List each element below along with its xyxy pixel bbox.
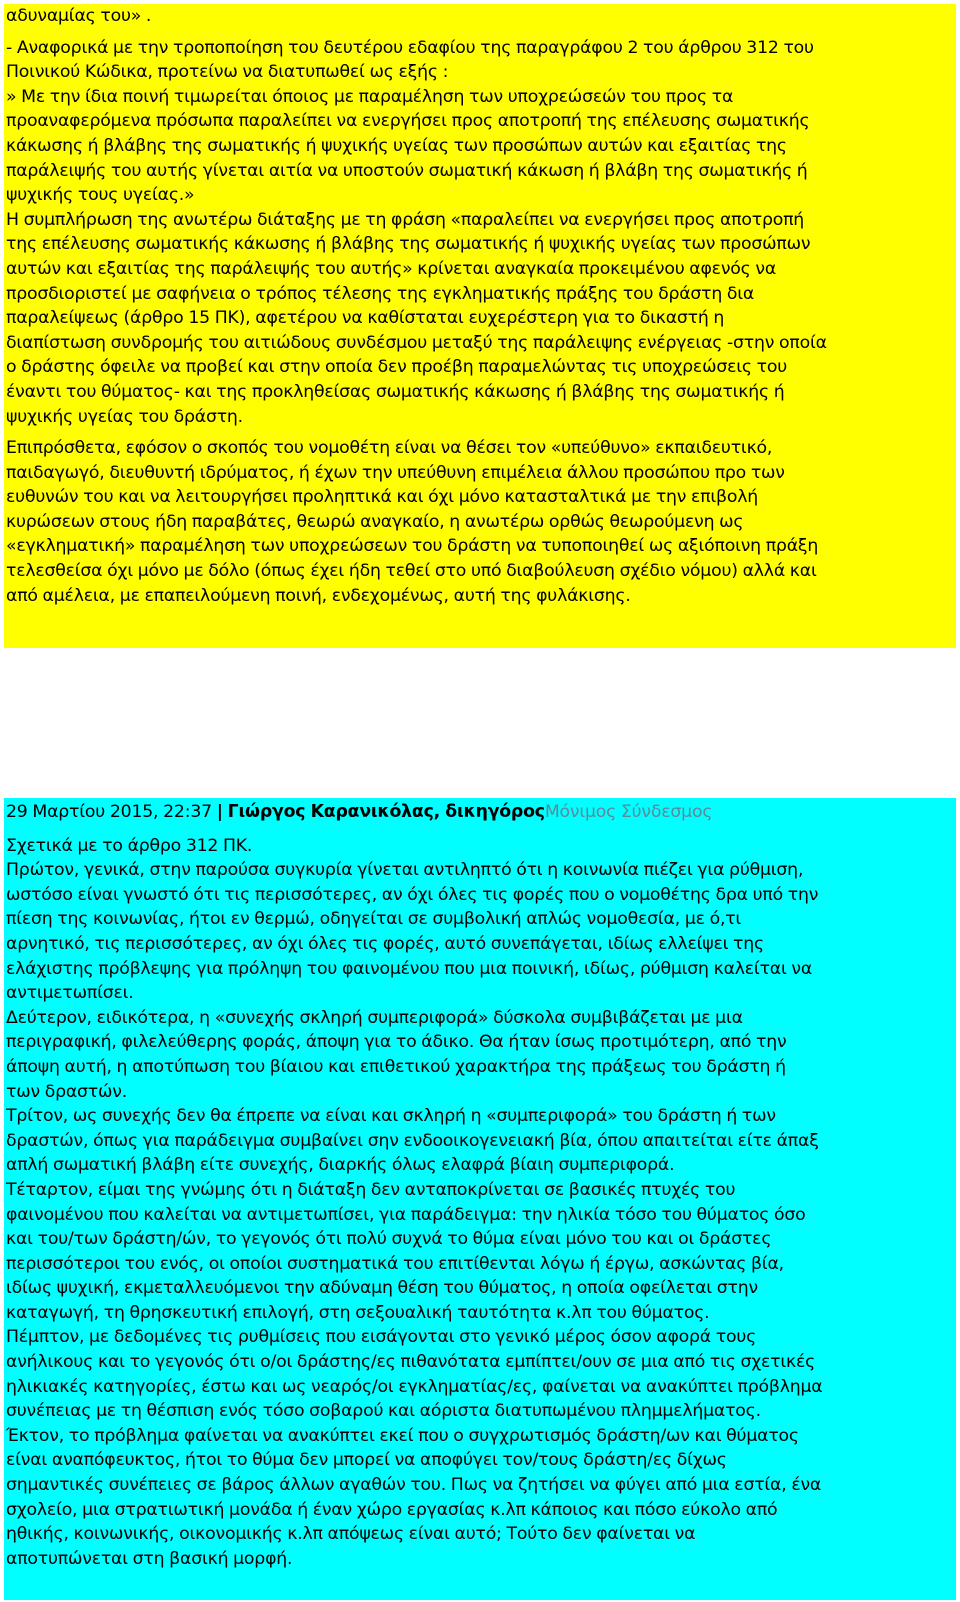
text-line: Πέμπτον, με δεδομένες τις ρυθμίσεις που εισάγονται στο γενικό μέρος όσον αφορά τους (6, 1327, 757, 1348)
text-line: Η συμπλήρωση της ανωτέρω διάταξης με τη φράση «παραλείπει να ενεργήσει προς αποτροπή (6, 209, 805, 230)
text-line: ψυχικής υγείας του δράστη. (6, 406, 243, 427)
text-line: παράλειψής του αυτής γίνεται αιτία να υποστούν σωματική κάκωση ή βλάβη της σωματικής ή (6, 160, 808, 181)
text-line: Τρίτον, ως συνεχής δεν θα έπρεπε να είναι και σκληρή η «συμπεριφορά» του δράστη ή των (6, 1106, 776, 1127)
text-line: έναντι του θύματος- και της προκληθείσας σωματικής κάκωσης ή βλάβης της σωματικής ή (6, 381, 785, 402)
text-line: καταγωγή, τη θρησκευτική επιλογή, στη σεξουαλική ταυτότητα κ.λπ του θύματος. (6, 1302, 710, 1323)
text-line: αυτών και εξαιτίας της παράλειψής του αυτής» κρίνεται αναγκαία προκειμένου αφενός να (6, 258, 777, 279)
text-line: σημαντικές συνέπειες σε βάρος άλλων αγαθών του. Πως να ζητήσει να φύγει από μια εστία, ένα (6, 1475, 822, 1496)
text-line: άποψη αυτή, η αποτύπωση του βίαιου και επιθετικού χαρακτήρα της πράξεως του δράστη ή (6, 1056, 786, 1077)
text-line: Δεύτερον, ειδικότερα, η «συνεχής σκληρή συμπεριφορά» δύσκολα συμβιβάζεται με μια (6, 1007, 743, 1028)
text-line: από αμέλεια, με επαπειλούμενη ποινή, ενδεχομένως, αυτή της φυλάκισης. (6, 585, 631, 606)
text-line: περισσότεροι του ενός, οι οποίοι συστηματικά του επιτίθενται λόγω ή έργω, ασκώντας βία, (6, 1253, 784, 1274)
text-line: Τέταρτον, είμαι της γνώμης ότι η διάταξη δεν ανταποκρίνεται σε βασικές πτυχές του (6, 1179, 736, 1200)
text-line: Σχετικά με το άρθρο 312 ΠΚ. (6, 835, 253, 856)
text-line: - Αναφορικά με την τροποποίηση του δευτέρου εδαφίου της παραγράφου 2 του άρθρου 312 του (6, 37, 814, 58)
text-line: σχολείο, μια στρατιωτική μονάδα ή έναν χώρο εργασίας κ.λπ κάποιος και πόσο εύκολο από (6, 1499, 778, 1520)
text-line: ευθυνών του και να λειτουργήσει προληπτικά και όχι μόνο κατασταλτικά με την επιβολή (6, 487, 759, 508)
text-line: ψυχικής τους υγείας.» (6, 185, 195, 206)
text-line: αποτυπώνεται στη βασική μορφή. (6, 1548, 293, 1569)
text-line: Πρώτον, γενικά, στην παρούσα συγκυρία γίνεται αντιληπτό ότι η κοινωνία πιέζει για ρύθμιση, (6, 860, 804, 881)
text-line: παραλείψεως (άρθρο 15 ΠΚ), αφετέρου να καθίσταται ευχερέστερη για το δικαστή η (6, 308, 725, 329)
text-line: αδυναμίας του» . (6, 6, 152, 26)
text-line: ανήλικους και το γεγονός ότι ο/οι δράστης/ες πιθανότατα εμπίπτει/ουν σε μια από τις σχετικές (6, 1352, 816, 1373)
text-line: ηλικιακές κατηγορίες, έστω και ως νεαρός/οι εγκληματίας/ες, φαίνεται να ανακύπτει πρόβλημα (6, 1376, 823, 1397)
text-line: προαναφερόμενα πρόσωπα παραλείπει να ενεργήσει προς αποτροπή της επέλευσης σωματικής (6, 111, 810, 132)
text-line: κυρώσεων στους ήδη παραβάτες, θεωρώ αναγκαίο, η ανωτέρω ορθώς θεωρούμενη ως (6, 511, 744, 532)
text-line: διαπίστωση συνδρομής του αιτιώδους συνδέσμου μεταξύ της παράλειψης ενέργειας -στην οποία (6, 332, 827, 353)
text-line: πίεση της κοινωνίας, ήτοι εν θερμώ, οδηγείται σε συμβολική απλώς νομοθεσία, με ό,τι (6, 909, 742, 930)
text-line: προσδιοριστεί με σαφήνεια ο τρόπος τέλεσης της εγκληματικής πράξης του δράστη δια (6, 283, 755, 304)
comment-paragraph (6, 436, 954, 608)
comment-meta (6, 800, 954, 825)
text-line: ωστόσο είναι γνωστό ότι τις περισσότερες, αν όχι όλες τις φορές που ο νομοθέτης δρα υπό την (6, 884, 819, 905)
text-line: είναι αναπόφευκτος, ήτοι το θύμα δεν μπορεί να αποφύγει τον/τους δράστη/ες δίχως (6, 1450, 727, 1471)
comment-paragraph (6, 36, 954, 430)
comment-block-highlighted (4, 4, 956, 648)
comment-paragraph (6, 4, 954, 29)
text-line: κάκωσης ή βλάβης της σωματικής ή ψυχικής υγείας των προσώπων αυτών και εξαιτίας της (6, 135, 787, 156)
text-line: » Με την ίδια ποινή τιμωρείται όποιος με παραμέληση των υποχρεώσεών του προς τα (6, 86, 734, 107)
text-line: παιδαγωγό, διευθυντή ιδρύματος, ή έχων την υπεύθυνη επιμέλεια άλλου προσώπου προ των (6, 462, 785, 483)
text-line: φαινομένου που καλείται να αντιμετωπίσει, για παράδειγμα: την ηλικία τόσο του θύματος όσο (6, 1204, 806, 1225)
text-line: ελάχιστης πρόβλεψης για πρόληψη του φαινομένου που μια ποινική, ιδίως, ρύθμιση καλείται να (6, 958, 813, 979)
comment-body (6, 834, 954, 1572)
comment-author: Γιώργος Καρανικόλας, δικηγόρος (227, 802, 545, 822)
text-line: ιδίως ψυχική, εκμεταλλευόμενοι την αδύναμη θέση του θύματος, η οποία οφείλεται στην (6, 1278, 758, 1299)
meta-separator: | (216, 802, 223, 822)
text-line: ο δράστης όφειλε να προβεί και στην οποία δεν προέβη παραμελώντας τις υποχρεώσεις του (6, 357, 787, 378)
text-line: και του/των δράστη/ών, το γεγονός ότι πολύ συχνά το θύμα είναι μόνο του και οι δράστες (6, 1229, 772, 1250)
text-line: «εγκληματική» παραμέληση των υποχρεώσεων του δράστη να τυποποιηθεί ως αξιόποινη πράξη (6, 536, 819, 557)
text-line: Έκτον, το πρόβλημα φαίνεται να ανακύπτει εκεί που ο συγχρωτισμός δράστη/ων και θύματος (6, 1425, 799, 1446)
text-line: ηθικής, κοινωνικής, οικονομικής κ.λπ απόψεως είναι αυτό; Τούτο δεν φαίνεται να (6, 1524, 696, 1545)
text-line: Ποινικού Κώδικα, προτείνω να διατυπωθεί ως εξής : (6, 62, 449, 83)
text-line: αρνητικό, τις περισσότερες, αν όχι όλες τις φορές, αυτό συνεπάγεται, ιδίως ελλείψει της (6, 933, 764, 954)
text-line: της επέλευσης σωματικής κάκωσης ή βλάβης της σωματικής ή ψυχικής υγείας των προσώπων (6, 234, 811, 255)
text-line: απλή σωματική βλάβη είτε συνεχής, διαρκής όλως ελαφρά βίαιη συμπεριφορά. (6, 1155, 675, 1176)
text-line: αντιμετωπίσει. (6, 983, 134, 1004)
text-line: Επιπρόσθετα, εφόσον ο σκοπός του νομοθέτη είναι να θέσει τον «υπεύθυνο» εκπαιδευτικό, (6, 438, 773, 459)
text-line: περιγραφική, φιλελεύθερης φοράς, άποψη για το άδικο. Θα ήταν ίσως προτιμότερη, από την (6, 1032, 787, 1053)
comment-block-cyan (4, 798, 956, 1600)
text-line: συνέπειας με τη θέσπιση ενός τόσο σοβαρού και αόριστα διατυπωμένου πλημμελήματος. (6, 1401, 761, 1422)
permalink-link[interactable]: Μόνιμος Σύνδεσμος (544, 802, 713, 822)
text-line: τελεσθείσα όχι μόνο με δόλο (όπως έχει ήδη τεθεί στο υπό διαβούλευση σχέδιο νόμου) αλλά και (6, 561, 817, 582)
text-line: των δραστών. (6, 1081, 128, 1102)
text-line: δραστών, όπως για παράδειγμα συμβαίνει σην ενδοοικογενειακή βία, όπου απαιτείται είτε άπαξ (6, 1130, 819, 1151)
comment-datetime: 29 Μαρτίου 2015, 22:37 (6, 802, 212, 822)
